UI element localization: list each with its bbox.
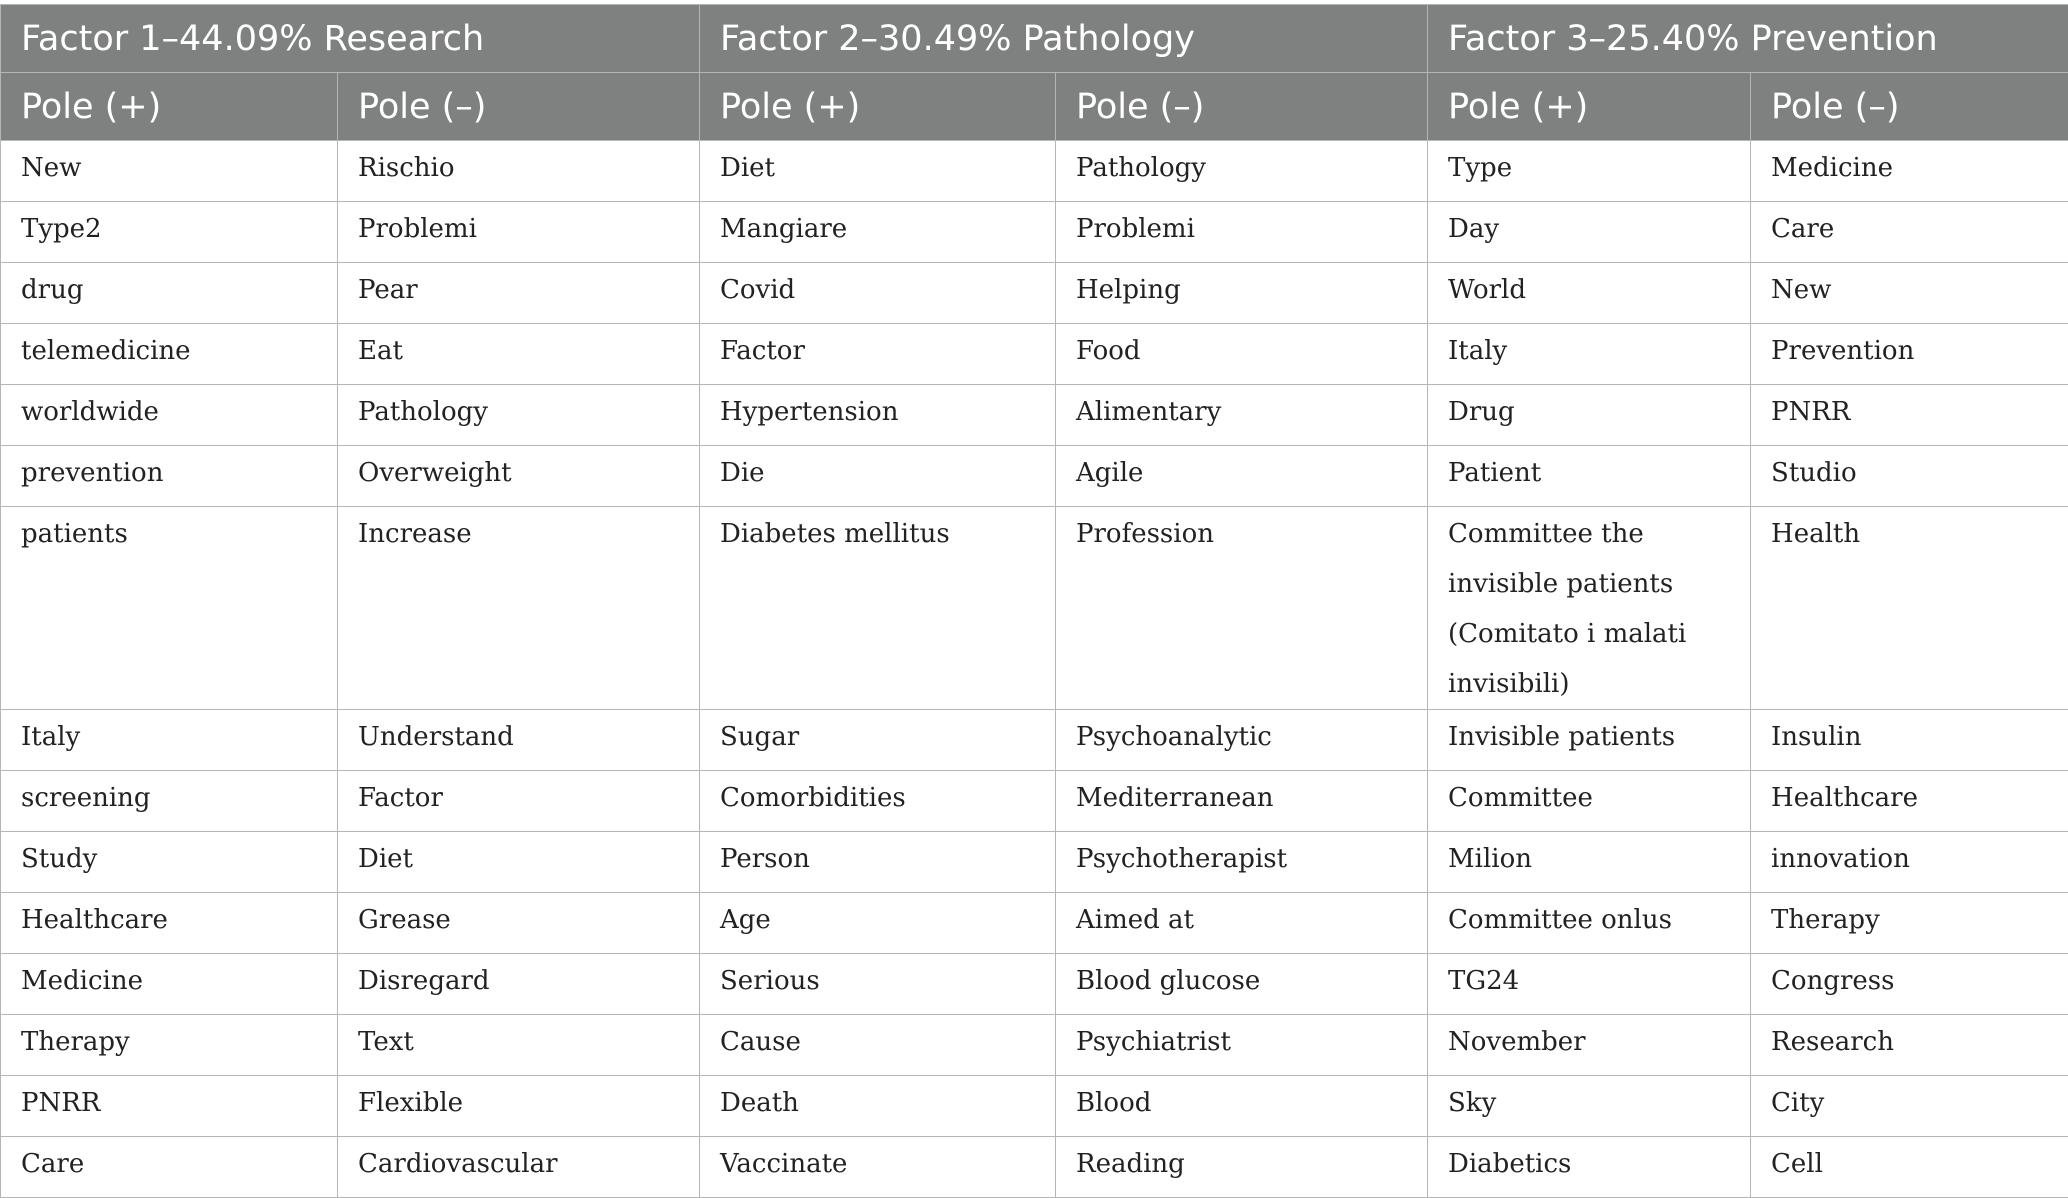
cell-text: Comorbidities: [720, 773, 1055, 823]
table-cell: [1056, 1137, 1428, 1198]
table-cell: [1751, 710, 2068, 771]
cell-text: TG24: [1448, 956, 1750, 1006]
cell-text: Alimentary: [1076, 387, 1427, 437]
table-cell: [700, 771, 1056, 832]
cell-text: Death: [720, 1078, 1055, 1128]
table-cell: [1751, 1015, 2068, 1076]
table-cell: [700, 1076, 1056, 1137]
cell-text: Study: [21, 834, 337, 884]
table-cell: [338, 893, 700, 954]
table-cell: [1428, 324, 1751, 385]
table-cell: [1, 832, 338, 893]
cell-text: Diabetics: [1448, 1139, 1750, 1189]
cell-text: Pathology: [358, 387, 699, 437]
factor-1-header: Factor 1–44.09% Research: [1, 5, 700, 73]
cell-text: Profession: [1076, 509, 1427, 559]
cell-text: screening: [21, 773, 337, 823]
cell-text: Rischio: [358, 143, 699, 193]
table-cell: [1, 1076, 338, 1137]
cell-text: PNRR: [21, 1078, 337, 1128]
cell-text: Psychiatrist: [1076, 1017, 1427, 1067]
table-cell: [1751, 385, 2068, 446]
table-cell: [700, 710, 1056, 771]
cell-text: Eat: [358, 326, 699, 376]
cell-text: Diet: [358, 834, 699, 884]
table-cell: [338, 832, 700, 893]
table-row: [1, 446, 2068, 507]
table-cell: [1, 1015, 338, 1076]
table-cell: [1056, 324, 1428, 385]
table-cell: [338, 263, 700, 324]
cell-text: Blood glucose: [1076, 956, 1427, 1006]
table-cell: [700, 507, 1056, 710]
table-cell: [1056, 893, 1428, 954]
table-cell: [338, 710, 700, 771]
cell-text: Pathology: [1076, 143, 1427, 193]
cell-text: Food: [1076, 326, 1427, 376]
cell-text: Studio: [1771, 448, 2068, 498]
table-row: [1, 141, 2068, 202]
table-cell: [338, 141, 700, 202]
pole-header: Pole (–): [338, 73, 700, 141]
factor-header-row: [1, 5, 2068, 73]
table-row: [1, 385, 2068, 446]
table-cell: [1056, 832, 1428, 893]
cell-text: Helping: [1076, 265, 1427, 315]
table-cell: [1751, 202, 2068, 263]
table-cell: [700, 263, 1056, 324]
cell-text: Committee the invisible patients (Comitato i malati invisibili): [1448, 509, 1750, 709]
table-row: [1, 954, 2068, 1015]
table-cell: [700, 324, 1056, 385]
cell-text: Medicine: [21, 956, 337, 1006]
cell-text: Die: [720, 448, 1055, 498]
table-cell: [1, 1137, 338, 1198]
table-cell: [700, 385, 1056, 446]
table-cell: [338, 771, 700, 832]
cell-text: Cell: [1771, 1139, 2068, 1189]
factor-table: [0, 4, 2068, 1198]
cell-text: City: [1771, 1078, 2068, 1128]
pole-header: Pole (–): [1056, 73, 1428, 141]
table-cell: [338, 202, 700, 263]
table-cell: [1751, 1137, 2068, 1198]
cell-text: Grease: [358, 895, 699, 945]
cell-text: Patient: [1448, 448, 1750, 498]
table-cell: [338, 1076, 700, 1137]
cell-text: Research: [1771, 1017, 2068, 1067]
pole-header: Pole (+): [1428, 73, 1751, 141]
table-cell: [1, 263, 338, 324]
cell-text: Flexible: [358, 1078, 699, 1128]
table-row: [1, 202, 2068, 263]
cell-text: Milion: [1448, 834, 1750, 884]
table-row: [1, 1076, 2068, 1137]
cell-text: Drug: [1448, 387, 1750, 437]
table-cell: [1056, 202, 1428, 263]
cell-text: Agile: [1076, 448, 1427, 498]
cell-text: Italy: [21, 712, 337, 762]
cell-text: Therapy: [21, 1017, 337, 1067]
table-cell: [1428, 710, 1751, 771]
table-cell: [338, 1015, 700, 1076]
cell-text: Healthcare: [1771, 773, 2068, 823]
table-cell: [1751, 954, 2068, 1015]
cell-text: telemedicine: [21, 326, 337, 376]
table-cell: [1751, 263, 2068, 324]
table-cell: [338, 385, 700, 446]
cell-text: drug: [21, 265, 337, 315]
table-cell: [1, 446, 338, 507]
cell-text: Type: [1448, 143, 1750, 193]
table-cell: [1751, 446, 2068, 507]
cell-text: Committee onlus: [1448, 895, 1750, 945]
factor-3-header: Factor 3–25.40% Prevention: [1428, 5, 2068, 73]
cell-text: Vaccinate: [720, 1139, 1055, 1189]
table-cell: [700, 446, 1056, 507]
table-cell: [1056, 263, 1428, 324]
cell-text: Diet: [720, 143, 1055, 193]
cell-text: Increase: [358, 509, 699, 559]
cell-text: Problemi: [1076, 204, 1427, 254]
table-cell: [1, 141, 338, 202]
cell-text: Invisible patients: [1448, 712, 1750, 762]
table-cell: [1056, 771, 1428, 832]
table-body: [1, 141, 2068, 1198]
table-cell: [338, 446, 700, 507]
cell-text: Italy: [1448, 326, 1750, 376]
cell-text: Text: [358, 1017, 699, 1067]
table-cell: [1428, 202, 1751, 263]
cell-text: Understand: [358, 712, 699, 762]
table-cell: [1, 385, 338, 446]
table-cell: [338, 954, 700, 1015]
cell-text: Cause: [720, 1017, 1055, 1067]
cell-text: Pear: [358, 265, 699, 315]
table-cell: [1, 954, 338, 1015]
table-cell: [1428, 263, 1751, 324]
table-row: [1, 1137, 2068, 1198]
table-cell: [1, 893, 338, 954]
cell-text: Prevention: [1771, 326, 2068, 376]
cell-text: Factor: [358, 773, 699, 823]
table-cell: [1751, 324, 2068, 385]
table-row: [1, 1015, 2068, 1076]
cell-text: Overweight: [358, 448, 699, 498]
table-cell: [1428, 507, 1751, 710]
table-cell: [1428, 771, 1751, 832]
cell-text: Psychotherapist: [1076, 834, 1427, 884]
table-cell: [1428, 1076, 1751, 1137]
table-cell: [1428, 385, 1751, 446]
table-cell: [1428, 954, 1751, 1015]
cell-text: November: [1448, 1017, 1750, 1067]
table-cell: [1, 710, 338, 771]
cell-text: patients: [21, 509, 337, 559]
table-cell: [700, 893, 1056, 954]
cell-text: New: [1771, 265, 2068, 315]
table-cell: [700, 1015, 1056, 1076]
table-cell: [1751, 771, 2068, 832]
cell-text: Covid: [720, 265, 1055, 315]
cell-text: Committee: [1448, 773, 1750, 823]
cell-text: Problemi: [358, 204, 699, 254]
cell-text: Care: [21, 1139, 337, 1189]
cell-text: Psychoanalytic: [1076, 712, 1427, 762]
table-cell: [1428, 446, 1751, 507]
cell-text: Reading: [1076, 1139, 1427, 1189]
table-cell: [1056, 710, 1428, 771]
table-cell: [1056, 1076, 1428, 1137]
table-cell: [700, 1137, 1056, 1198]
table-cell: [700, 141, 1056, 202]
table-cell: [338, 507, 700, 710]
cell-text: Health: [1771, 509, 2068, 559]
table-row: [1, 263, 2068, 324]
cell-text: Blood: [1076, 1078, 1427, 1128]
cell-text: Cardiovascular: [358, 1139, 699, 1189]
cell-text: World: [1448, 265, 1750, 315]
cell-text: Therapy: [1771, 895, 2068, 945]
table-cell: [1, 202, 338, 263]
cell-text: Person: [720, 834, 1055, 884]
table-cell: [1751, 832, 2068, 893]
cell-text: Sky: [1448, 1078, 1750, 1128]
cell-text: Medicine: [1771, 143, 2068, 193]
table-cell: [1, 771, 338, 832]
cell-text: Insulin: [1771, 712, 2068, 762]
table-cell: [338, 324, 700, 385]
table-cell: [1428, 141, 1751, 202]
cell-text: Healthcare: [21, 895, 337, 945]
table-row: [1, 832, 2068, 893]
cell-text: Care: [1771, 204, 2068, 254]
table-cell: [1, 507, 338, 710]
table-cell: [1056, 1015, 1428, 1076]
table-cell: [1, 324, 338, 385]
cell-text: Disregard: [358, 956, 699, 1006]
cell-text: Diabetes mellitus: [720, 509, 1055, 559]
cell-text: Aimed at: [1076, 895, 1427, 945]
table-row: [1, 324, 2068, 385]
cell-text: Serious: [720, 956, 1055, 1006]
table-cell: [1056, 507, 1428, 710]
table-cell: [1056, 954, 1428, 1015]
table-cell: [1751, 893, 2068, 954]
pole-header-row: [1, 73, 2068, 141]
table-row: [1, 710, 2068, 771]
table-cell: [700, 954, 1056, 1015]
cell-text: Day: [1448, 204, 1750, 254]
table-cell: [1428, 832, 1751, 893]
table-cell: [1751, 141, 2068, 202]
table-cell: [1428, 1137, 1751, 1198]
cell-text: worldwide: [21, 387, 337, 437]
cell-text: New: [21, 143, 337, 193]
factor-2-header: Factor 2–30.49% Pathology: [700, 5, 1428, 73]
table-row: [1, 507, 2068, 710]
cell-text: Type2: [21, 204, 337, 254]
cell-text: Age: [720, 895, 1055, 945]
cell-text: Hypertension: [720, 387, 1055, 437]
table-cell: [700, 832, 1056, 893]
cell-text: prevention: [21, 448, 337, 498]
table-cell: [1428, 1015, 1751, 1076]
table-cell: [1056, 446, 1428, 507]
cell-text: innovation: [1771, 834, 2068, 884]
table-cell: [1751, 1076, 2068, 1137]
table-cell: [338, 1137, 700, 1198]
table-cell: [1056, 141, 1428, 202]
table-cell: [1428, 893, 1751, 954]
cell-text: Mangiare: [720, 204, 1055, 254]
pole-header: Pole (+): [1, 73, 338, 141]
cell-text: Factor: [720, 326, 1055, 376]
table-row: [1, 771, 2068, 832]
cell-text: Mediterranean: [1076, 773, 1427, 823]
table-cell: [700, 202, 1056, 263]
pole-header: Pole (+): [700, 73, 1056, 141]
table-cell: [1056, 385, 1428, 446]
table-cell: [1751, 507, 2068, 710]
cell-text: Congress: [1771, 956, 2068, 1006]
pole-header: Pole (–): [1751, 73, 2068, 141]
cell-text: Sugar: [720, 712, 1055, 762]
cell-text: PNRR: [1771, 387, 2068, 437]
table-row: [1, 893, 2068, 954]
